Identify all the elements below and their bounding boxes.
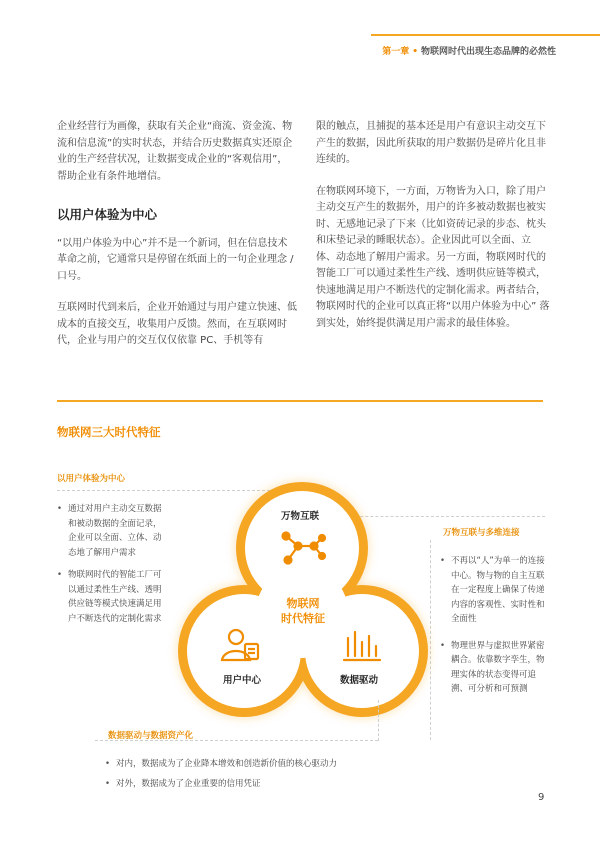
section-heading-user-experience: 以用户体验为中心 <box>57 207 158 222</box>
list-item: • 不再以“人”为单一的连接中心。物与物的自主互联在一定程度上确保了传递内容的客观性、实时性和全面性 <box>440 554 550 627</box>
data-driven-label: 数据驱动与数据资产化 <box>108 731 194 741</box>
center-label-line-1: 物联网 <box>286 597 320 610</box>
user-experience-label: 以用户体验为中心 <box>57 474 126 484</box>
page-number: 9 <box>538 792 545 803</box>
chapter-number: 第一章 <box>382 47 410 57</box>
dashed-line-data-vertical <box>378 700 379 741</box>
dashed-line-data <box>95 740 378 741</box>
data-driven-list <box>105 757 445 796</box>
section-title: 物联网三大时代特征 <box>57 425 161 439</box>
left-paragraph-1: 企业经营行为画像，获取有关企业“商流、资金流、物流和信息流”的实时状态，并结合历史数据真实还原企业的生产经营状况，让数据变成企业的“客观信用”，帮助企业有条件地增信。 <box>57 121 293 182</box>
list-item: • 物理世界与虚拟世界紧密耦合。依靠数字孪生，物理实体的状态变得可追溯、可分析和可预测 <box>440 639 550 697</box>
left-paragraph-3: 互联网时代到来后，企业开始通过与用户建立快速、低成本的直接交互，收集用户反馈。然而，在互联网时代，企业与用户的交互仅仅依靠 PC、手机等有 <box>57 302 297 346</box>
right-paragraph-1: 限的触点，且捕捉的基本还是用户有意识主动交互下产生的数据，因此所获取的用户数据仍是碎片化且非连续的。 <box>316 121 546 165</box>
circle-label-data-driven: 数据驱动 <box>340 675 379 686</box>
circle-label-iot: 万物互联 <box>281 511 320 522</box>
list-item: • 对外，数据成为了企业重要的信用凭证 <box>105 777 445 792</box>
chapter-separator: • <box>412 47 418 57</box>
list-item: • 物联网时代的智能工厂可以通过柔性生产线、透明供应链等模式快速满足用户不断迭代的定制化需求 <box>57 568 169 626</box>
iot-connection-label: 万物互联与多维连接 <box>443 528 520 538</box>
list-item: • 对内，数据成为了企业降本增效和创造新价值的核心驱动力 <box>105 757 445 772</box>
list-item: • 通过对用户主动交互数据和被动数据的全面记录，企业可以全面、立体、动态地了解用户需求 <box>57 502 169 560</box>
left-paragraph-2: “以用户体验为中心”并不是一个新词，但在信息技术革命之前，它通常只是停留在纸面上的一句企业理念 / 口号。 <box>57 237 294 282</box>
center-label-line-2: 时代特征 <box>281 612 325 625</box>
circle-label-user-center: 用户中心 <box>223 675 262 686</box>
chapter-title: 物联网时代出现生态品牌的必然性 <box>420 47 556 57</box>
right-paragraph-2: 在物联网环境下，一方面，万物皆为入口，除了用户主动交互产生的数据外，用户的许多被动数据也被实时、无感地记录了下来（比如资砖记录的步态、枕头和床垫记录的睡眠状态）。企业因此可以全面、立体、动态地了解用户需求。另一方面，物联网时代的智能工厂可以通过柔性生产线、透明供应链等模式，快速地满足用户不断迭代的定制化需求。两者结合，物联网时代的企业可以真正将“以用户体验为中心” 落到实处，始终提供满足用户需求的最佳体验。 <box>316 185 550 329</box>
diagram-center-label <box>263 596 343 626</box>
